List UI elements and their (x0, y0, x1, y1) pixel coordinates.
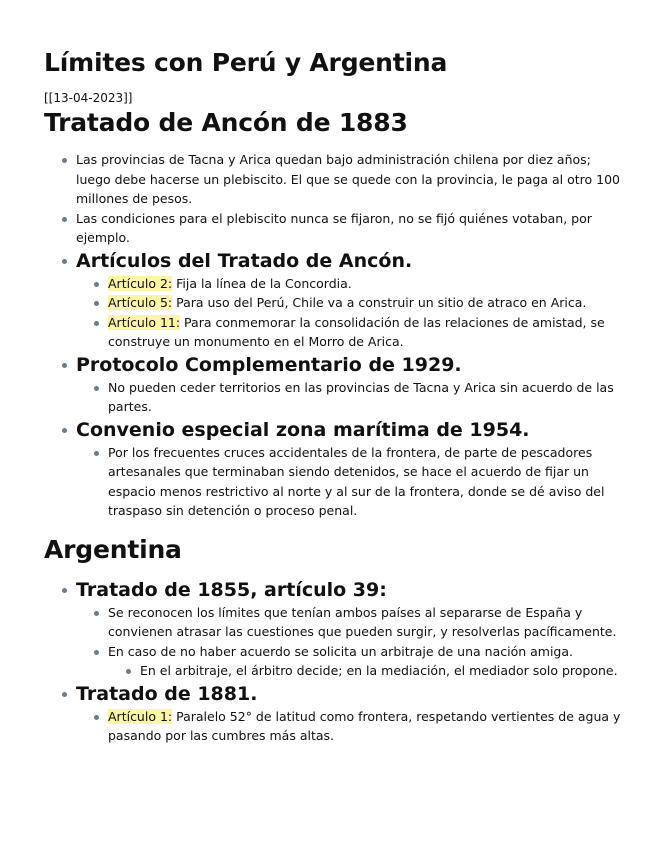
list-item (108, 313, 625, 352)
page-title: Límites con Perú y Argentina (44, 48, 448, 77)
list-item: En el arbitraje, el árbitro decide; en la mediación, el mediador solo propone. (140, 661, 625, 681)
item-text: Paralelo 52° de latitud como frontera, respetando vertientes de agua y pasando por las cumbres más altas. (108, 708, 621, 743)
heading-text: Convenio especial zona marítima de 1954. (76, 418, 530, 441)
heading-tratado-ancon: Tratado de Ancón de 1883 (44, 108, 408, 137)
list-item (108, 642, 625, 681)
list-item: Se reconocen los límites que tenían ambos países al separarse de España y convienen atrasar las cuestiones que pueden surgir, y resolverlas pacíficamente. (108, 603, 625, 642)
list-item: Las condiciones para el plebiscito nunca se fijaron, no se fijó quiénes votaban, por ejemplo. (76, 209, 625, 248)
list-item (108, 707, 625, 746)
argentina-list (44, 577, 625, 746)
list-heading-convenio (76, 417, 625, 521)
list-item: Las provincias de Tacna y Arica quedan bajo administración chilena por diez años; luego debe hacerse un plebiscito. El que se quede con la provincia, le paga al otro 100 millones de pesos. (76, 150, 625, 209)
highlight-tag: Artículo 2: (108, 275, 173, 291)
peru-list (44, 150, 625, 521)
item-text: Para uso del Perú, Chile va a construir un sitio de atraco en Arica. (172, 295, 587, 310)
list-item: Por los frecuentes cruces accidentales de la frontera, de parte de pescadores artesanales que terminaban siendo detenidos, se hace el acuerdo de fijar un espacio menos restrictivo al norte y al sur de la frontera, donde se dé aviso del traspaso sin detención o proceso penal. (108, 443, 625, 521)
heading-argentina: Argentina (44, 534, 182, 564)
highlight-tag: Artículo 11: (108, 314, 181, 330)
list-heading-tratado-1855 (76, 577, 625, 681)
list-item: No pueden ceder territorios en las provincias de Tacna y Arica sin acuerdo de las partes. (108, 378, 625, 417)
highlight-tag: Artículo 5: (108, 295, 173, 310)
list-item (108, 274, 625, 294)
list-item (108, 293, 625, 313)
heading-text: Artículos del Tratado de Ancón. (76, 249, 413, 272)
list-heading-tratado-1881 (76, 681, 625, 746)
list-heading-protocolo (76, 352, 625, 417)
list-heading-articulos (76, 248, 625, 352)
item-text: Para conmemorar la consolidación de las relaciones de amistad, se construye un monumento en el Morro de Arica. (108, 314, 605, 349)
heading-text: Tratado de 1855, artículo 39: (76, 578, 387, 601)
item-text: En caso de no haber acuerdo se solicita un arbitraje de una nación amiga. (108, 643, 573, 659)
item-text: Fija la línea de la Concordia. (172, 275, 352, 291)
heading-text: Tratado de 1881. (76, 682, 258, 705)
date-link[interactable]: [[13-04-2023]] (44, 91, 133, 105)
heading-text: Protocolo Complementario de 1929. (76, 353, 462, 376)
highlight-tag: Artículo 1: (108, 708, 173, 724)
